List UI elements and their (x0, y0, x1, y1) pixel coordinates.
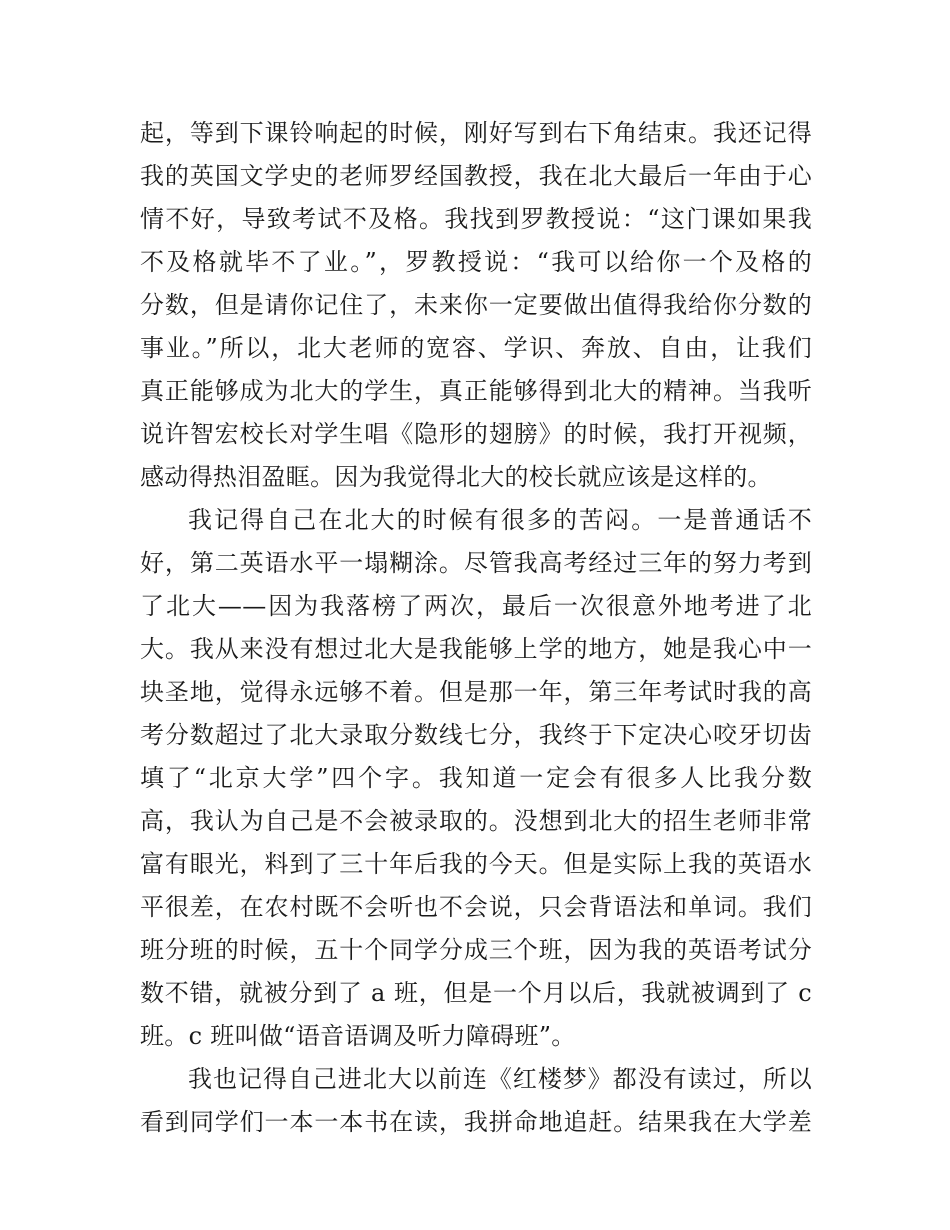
text-line: 平很差，在农村既不会听也不会说，只会背语法和单词。我们 (140, 893, 812, 921)
text-line: 情不好，导致考试不及格。我找到罗教授说：“这门课如果我 (140, 205, 812, 233)
text-line: 高，我认为自己是不会被录取的。没想到北大的招生老师非常 (140, 807, 812, 835)
text-line: 数不错，就被分到了 a 班，但是一个月以后，我就被调到了 c (140, 979, 812, 1007)
text-line: 不及格就毕不了业。”，罗教授说：“我可以给你一个及格的 (140, 248, 812, 276)
text-line: 起，等到下课铃响起的时候，刚好写到右下角结束。我还记得 (140, 119, 812, 147)
text-line: 大。我从来没有想过北大是我能够上学的地方，她是我心中一 (140, 635, 812, 663)
text-line: 块圣地，觉得永远够不着。但是那一年，第三年考试时我的高 (140, 678, 812, 706)
text-line: 分数，但是请你记住了，未来你一定要做出值得我给你分数的 (140, 291, 812, 319)
text-line: 填了“北京大学”四个字。我知道一定会有很多人比我分数 (140, 764, 812, 792)
text-line: 好，第二英语水平一塌糊涂。尽管我高考经过三年的努力考到 (140, 549, 812, 577)
text-line: 班。c 班叫做“语音语调及听力障碍班”。 (140, 1022, 576, 1050)
text-line: 班分班的时候，五十个同学分成三个班，因为我的英语考试分 (140, 936, 812, 964)
text-line: 富有眼光，料到了三十年后我的今天。但是实际上我的英语水 (140, 850, 812, 878)
text-line: 了北大——因为我落榜了两次，最后一次很意外地考进了北 (140, 592, 812, 620)
text-line: 看到同学们一本一本书在读，我拼命地追赶。结果我在大学差 (140, 1108, 812, 1136)
text-line: 事业。”所以，北大老师的宽容、学识、奔放、自由，让我们 (140, 334, 812, 362)
text-line: 真正能够成为北大的学生，真正能够得到北大的精神。当我听 (140, 377, 812, 405)
text-line: 说许智宏校长对学生唱《隐形的翅膀》的时候，我打开视频， (140, 420, 812, 448)
text-line: 我的英国文学史的老师罗经国教授，我在北大最后一年由于心 (140, 162, 812, 190)
text-line-paragraph-start: 我记得自己在北大的时候有很多的苦闷。一是普通话不 (188, 506, 812, 534)
text-line-paragraph-start: 我也记得自己进北大以前连《红楼梦》都没有读过，所以 (188, 1065, 812, 1093)
text-line: 考分数超过了北大录取分数线七分，我终于下定决心咬牙切齿 (140, 721, 812, 749)
body-text (140, 112, 812, 1144)
text-line: 感动得热泪盈眶。因为我觉得北大的校长就应该是这样的。 (140, 463, 772, 491)
